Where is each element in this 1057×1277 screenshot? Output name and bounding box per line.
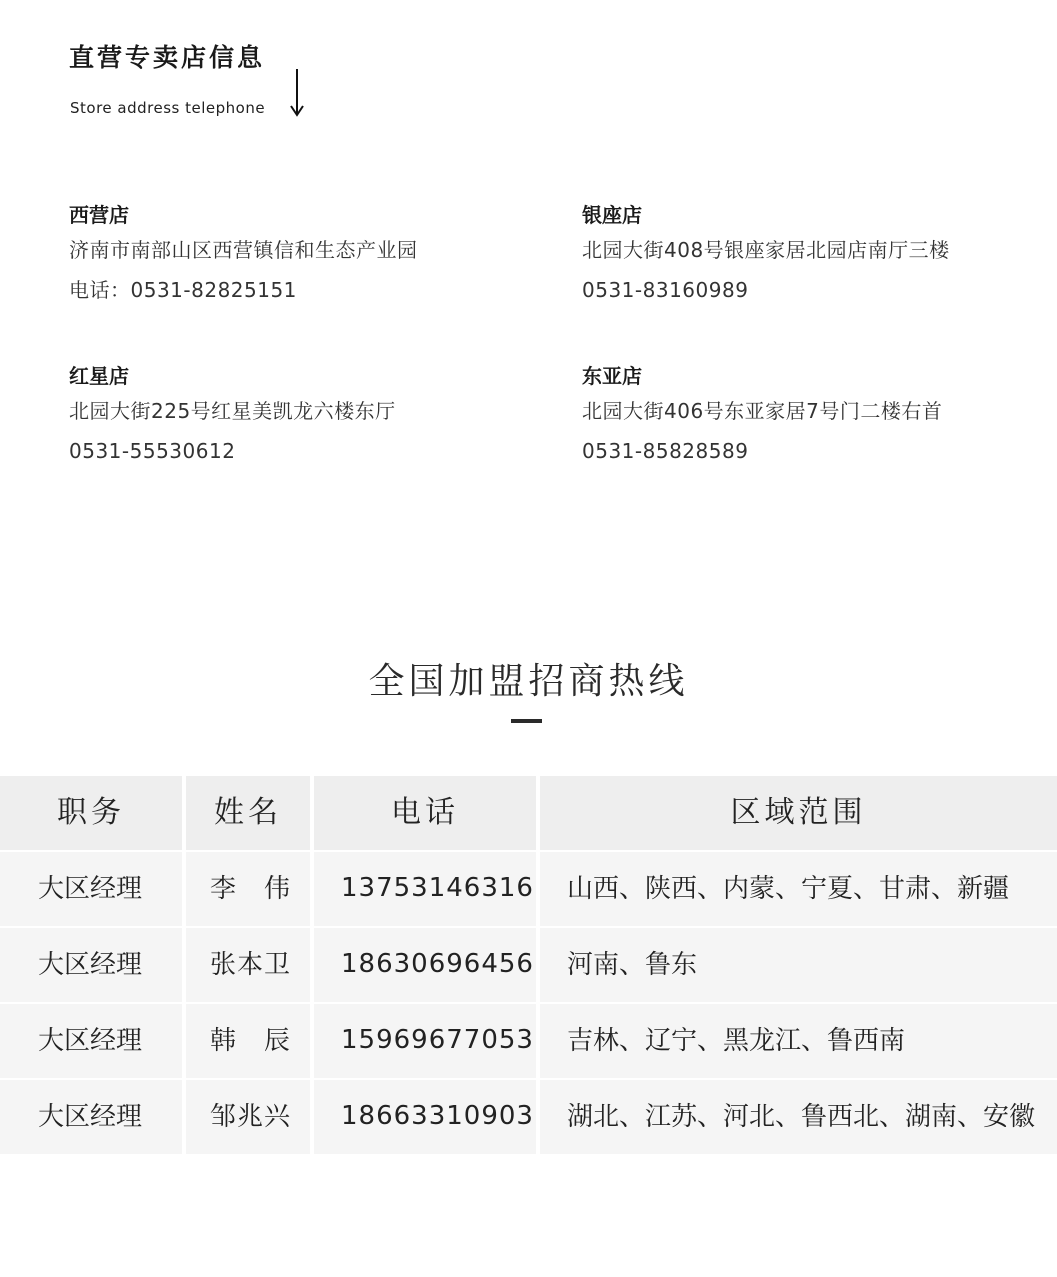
cell-area: 山西、陕西、内蒙、宁夏、甘肃、新疆 bbox=[540, 852, 1057, 926]
header-phone: 电话 bbox=[314, 776, 536, 850]
cell-role: 大区经理 bbox=[0, 1004, 182, 1078]
title-underline bbox=[511, 719, 542, 723]
store-card bbox=[582, 361, 1022, 471]
store-name: 西营店 bbox=[69, 203, 129, 227]
cell-role: 大区经理 bbox=[0, 928, 182, 1002]
cell-role: 大区经理 bbox=[0, 1080, 182, 1154]
store-list bbox=[0, 0, 1057, 520]
cell-name: 邹兆兴 bbox=[186, 1080, 310, 1154]
cell-name: 张本卫 bbox=[186, 928, 310, 1002]
contact-table bbox=[0, 776, 1057, 1156]
section-subtitle: Store address telephone bbox=[70, 99, 266, 117]
table-row bbox=[0, 1004, 1057, 1080]
table-row bbox=[0, 928, 1057, 1004]
store-phone: 0531-85828589 bbox=[582, 439, 749, 463]
store-name: 红星店 bbox=[69, 364, 129, 388]
cell-area: 河南、鲁东 bbox=[540, 928, 1057, 1002]
table-header-row bbox=[0, 776, 1057, 852]
store-address: 北园大街225号红星美凯龙六楼东厅 bbox=[69, 399, 396, 423]
cell-phone: 18663310903 bbox=[314, 1080, 536, 1154]
header-role: 职务 bbox=[0, 776, 182, 850]
table-row bbox=[0, 1080, 1057, 1156]
section-title: 直营专卖店信息 bbox=[69, 43, 266, 72]
store-card bbox=[582, 200, 1022, 310]
store-card bbox=[69, 200, 509, 310]
cell-area: 吉林、辽宁、黑龙江、鲁西南 bbox=[540, 1004, 1057, 1078]
cell-name: 李 伟 bbox=[186, 852, 310, 926]
cell-phone: 18630696456 bbox=[314, 928, 536, 1002]
store-card bbox=[69, 361, 509, 471]
table-row bbox=[0, 852, 1057, 928]
store-phone: 0531-83160989 bbox=[582, 278, 749, 302]
store-address: 北园大街408号银座家居北园店南厅三楼 bbox=[582, 238, 950, 262]
store-name: 东亚店 bbox=[582, 364, 642, 388]
store-phone: 0531-55530612 bbox=[69, 439, 236, 463]
cell-role: 大区经理 bbox=[0, 852, 182, 926]
header-area: 区域范围 bbox=[540, 776, 1057, 850]
header-name: 姓名 bbox=[186, 776, 310, 850]
store-address: 北园大街406号东亚家居7号门二楼右首 bbox=[582, 399, 943, 423]
store-name: 银座店 bbox=[582, 203, 642, 227]
cell-phone: 13753146316 bbox=[314, 852, 536, 926]
cell-area: 湖北、江苏、河北、鲁西北、湖南、安徽 bbox=[540, 1080, 1057, 1154]
cell-name: 韩 辰 bbox=[186, 1004, 310, 1078]
cell-phone: 15969677053 bbox=[314, 1004, 536, 1078]
store-phone: 电话：0531-82825151 bbox=[69, 278, 297, 302]
store-address: 济南市南部山区西营镇信和生态产业园 bbox=[69, 238, 418, 262]
hotline-title: 全国加盟招商热线 bbox=[368, 661, 689, 702]
